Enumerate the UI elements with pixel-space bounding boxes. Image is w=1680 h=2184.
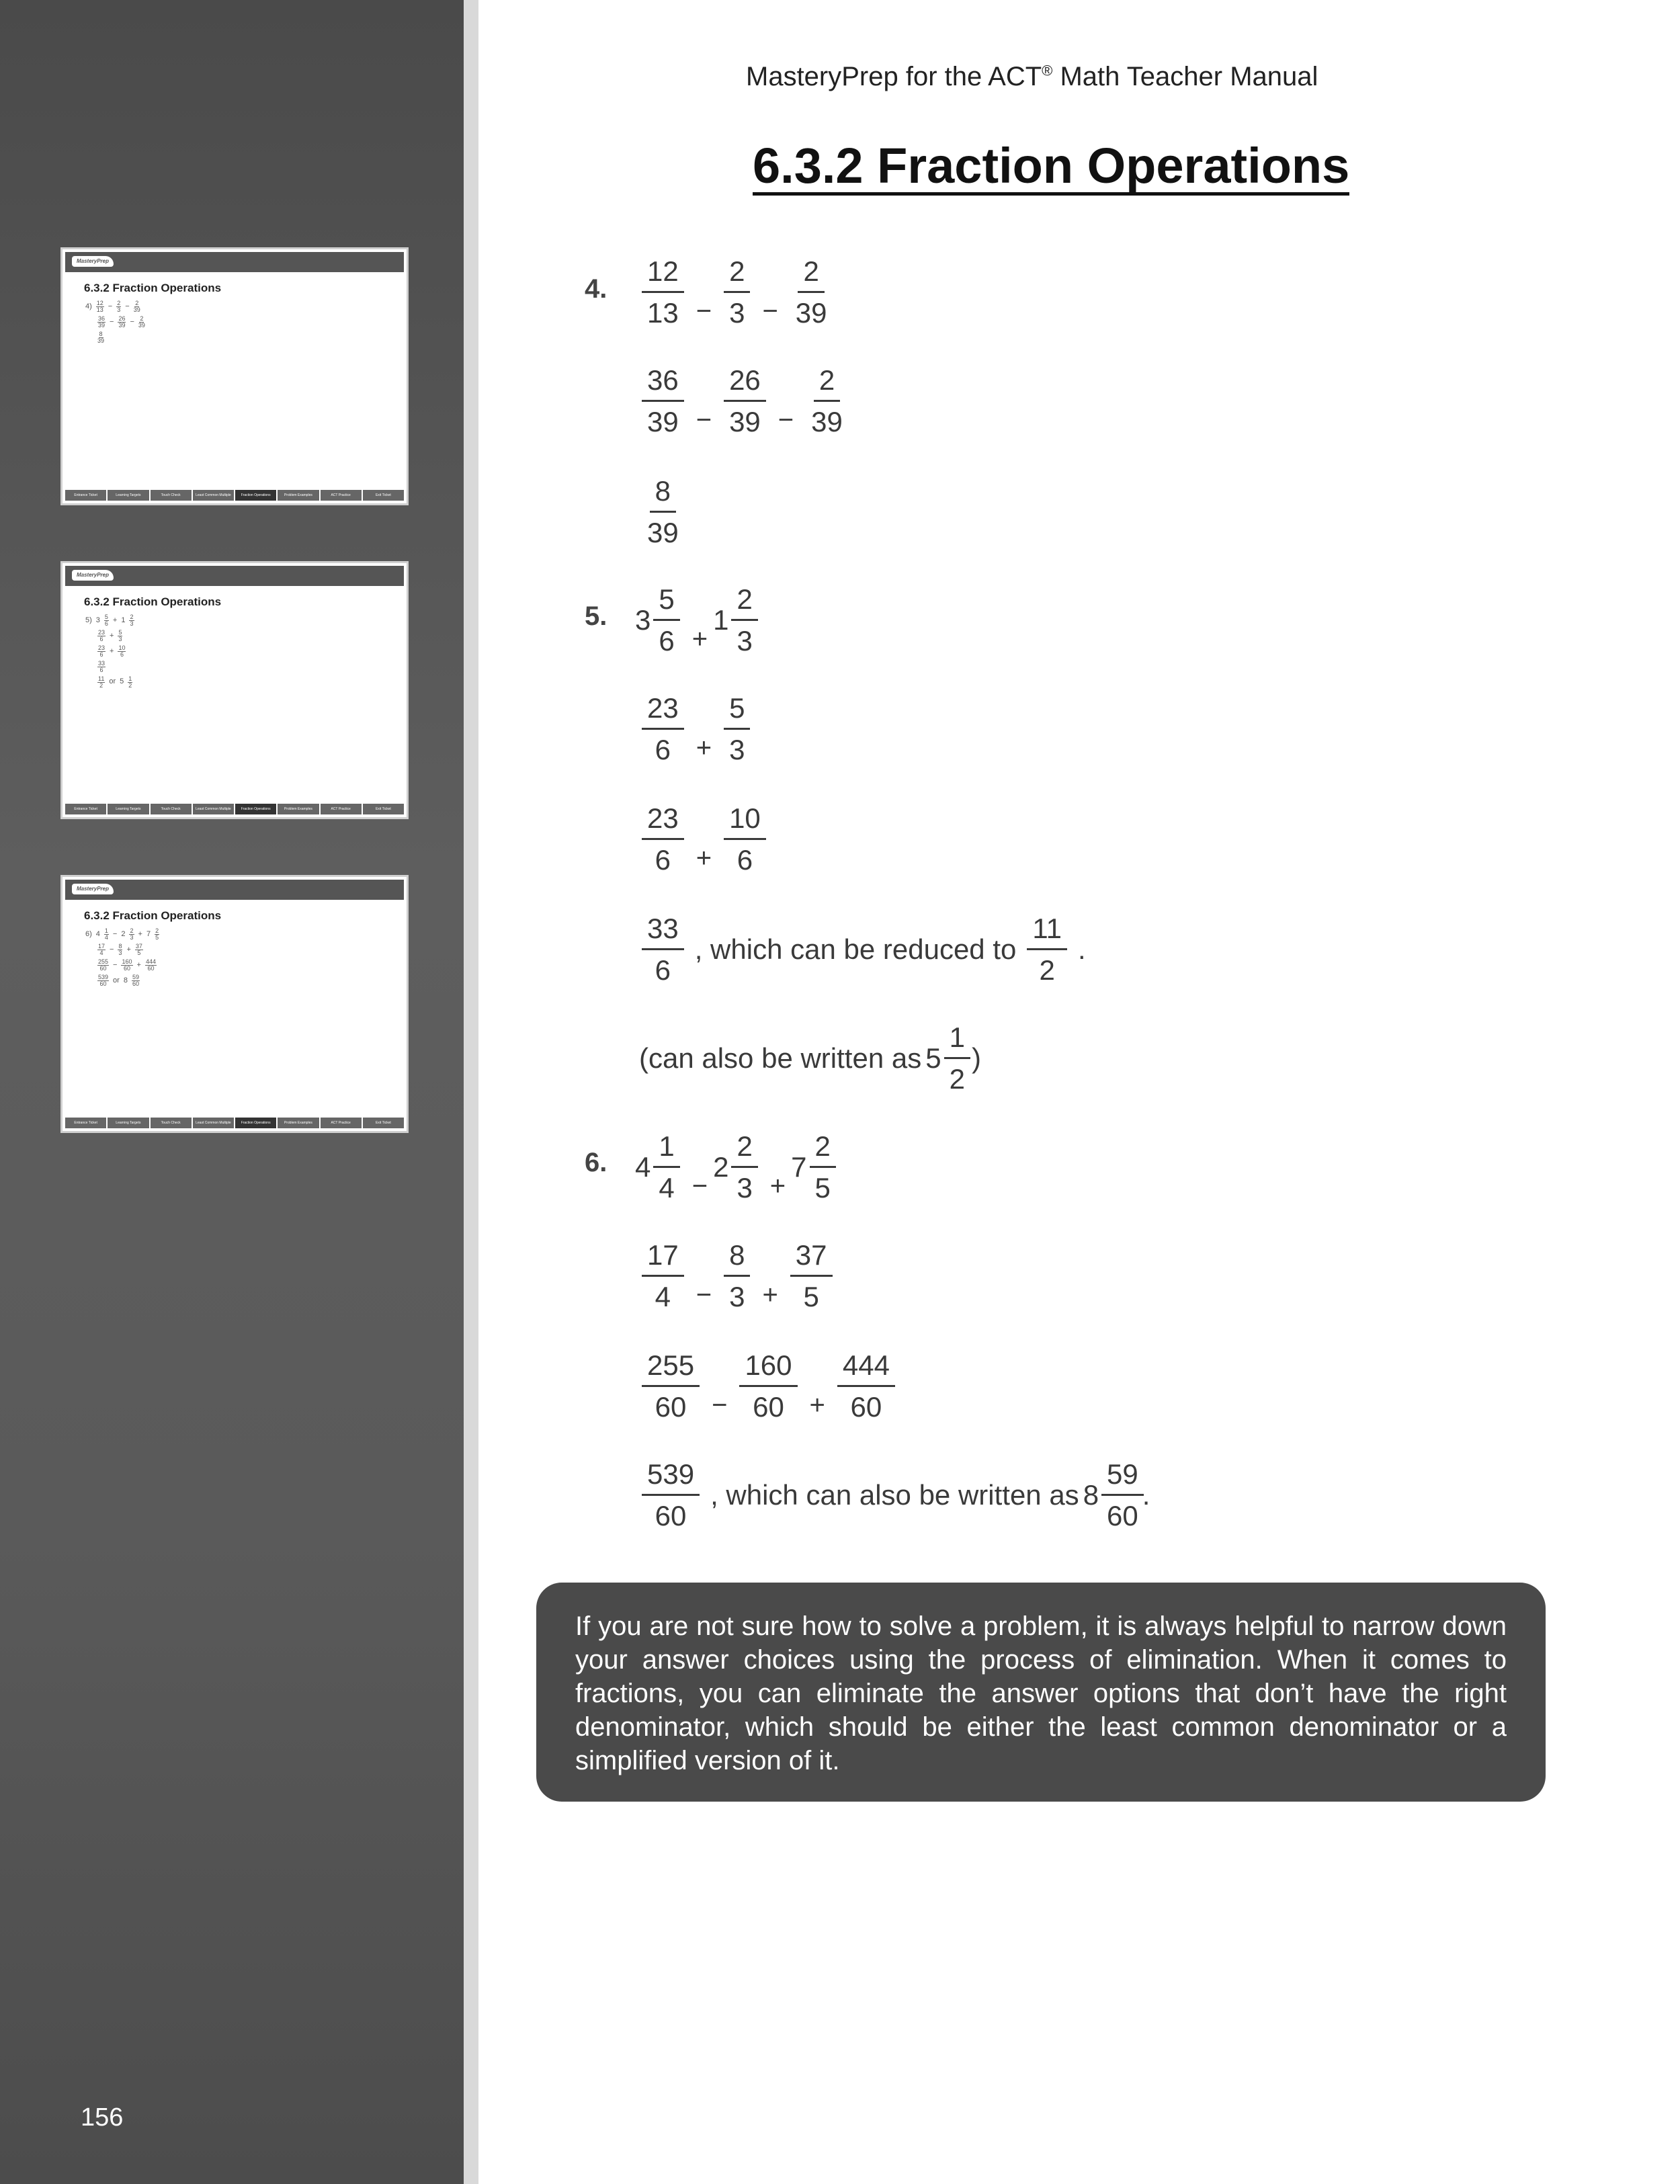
slide-thumbnail-5[interactable] [60,561,409,819]
problem-4-line-1: $\frac{12}{13}$ − $\frac{2}{3}$ − $\frac{2}{39}$ [635,254,839,331]
problem-4-line-3: $\frac{8}{39}$ [647,475,679,548]
problem-6-line-4: $\frac{539}{60}$ , which can also be written as 8 $\frac{59}{60}$ . [635,1457,1154,1534]
problem-6-line-2: $\frac{17}{4}$ − $\frac{8}{3}$ + $\frac{37}{5}$ [635,1238,839,1314]
slide-tab: Least Common Multiple [193,804,234,814]
slide-tab-active: Fraction Operations [235,804,276,814]
slide-tab: Learning Targets [108,804,149,814]
slide-tab: Problem Examples [278,1118,319,1128]
page-number: 156 [81,2103,124,2132]
problem-5-line-2: $\frac{23}{6}$ + $\frac{5}{3}$ [635,691,757,767]
slide-tab: Least Common Multiple [193,1118,234,1128]
problem-5-line-3: $\frac{23}{6}$ + $\frac{10}{6}$ [635,801,773,878]
problem-number-4: 4. [585,274,607,304]
slide-tab: Exit Ticket [363,490,404,501]
problem-6-line-3: $\frac{255}{60}$ − $\frac{160}{60}$ + $\frac{444}{60}$ [635,1348,902,1425]
slide-tab: Entrance Ticket [65,490,106,501]
slide-problem-label: 4) [85,302,92,310]
slide-footer-nav [65,804,404,814]
slide-tab: Entrance Ticket [65,1118,106,1128]
problem-5-line-5: (can also be written as 5 $\frac{1}{2}$ ) [639,1021,981,1095]
slide-tab: Exit Ticket [363,1118,404,1128]
slide-header [65,566,404,586]
slide-tab: Learning Targets [108,1118,149,1128]
slide-title: 6.3.2 Fraction Operations [84,595,222,608]
running-header: MasteryPrep for the ACT® Math Teacher Manual [746,62,1318,91]
slide-tab: Exit Ticket [363,804,404,814]
slide-tab: Problem Examples [278,490,319,501]
slide-tab: ACT Practice [321,1118,362,1128]
problem-5-line-4: $\frac{33}{6}$ , which can be reduced to $\frac{11}{2}$ . [635,911,1090,988]
slide-header [65,880,404,900]
masteryprep-logo: MasteryPrep [72,884,114,894]
slide-problem-label: 5) [85,616,92,624]
masteryprep-logo: MasteryPrep [72,256,114,267]
slide-tab: ACT Practice [321,804,362,814]
masteryprep-logo: MasteryPrep [72,570,114,581]
problem-5-line-1: 3 $\frac{5}{6}$ + 1 $\frac{2}{3}$ [635,582,765,659]
slide-tab-active: Fraction Operations [235,1118,276,1128]
page-title: 6.3.2 Fraction Operations [753,140,1349,196]
slide-tab: Learning Targets [108,490,149,501]
problem-6-line-1: 4 $\frac{1}{4}$ − 2 $\frac{2}{3}$ + 7 $\frac{2}{5}$ [635,1129,843,1206]
slide-tab: Least Common Multiple [193,490,234,501]
slide-tab: ACT Practice [321,490,362,501]
slide-title: 6.3.2 Fraction Operations [84,909,222,922]
slide-thumbnail-6[interactable] [60,875,409,1133]
tip-callout: If you are not sure how to solve a problem, it is always helpful to narrow down your answer choices using the process of elimination. When it comes to fractions, you can eliminate the answer options that don’t have the right denominator, which should be either the least common denominator or a simplified version of it. [536,1583,1546,1802]
slide-tab: Problem Examples [278,804,319,814]
problem-4-line-2: $\frac{36}{39}$ − $\frac{26}{39}$ − $\frac{2}{39}$ [635,363,855,439]
slide-tab: Touch Check [151,804,192,814]
slide-header [65,252,404,272]
slide-footer-nav [65,490,404,501]
slide-tab: Entrance Ticket [65,804,106,814]
slide-problem-label: 6) [85,929,92,938]
slide-body: 6) 4 $\frac{1}{4}$ − 2 $\frac{2}{3}$ + 7 $\frac{2}{5}$ $\frac{17}{4}$ − $\frac{8}{3}$ + $\frac{37}{5}$ $\frac{255}{60}$ − $\frac{160}{60}$ + $\frac{444}{60}$ $\frac{539}{60}$ or 8 $\frac{59}{60}$ [85,927,159,988]
slide-body: 4) $\frac{12}{13}$ − $\frac{2}{3}$ − $\frac{2}{39}$ $\frac{36}{39}$ − $\frac{26}{39}$ − $\frac{2}{39}$ $\frac{8}{39}$ [85,300,145,345]
slide-footer-nav [65,1118,404,1128]
sidebar-edge [464,0,478,2184]
slide-tab: Touch Check [151,1118,192,1128]
slide-body: 5) 3 $\frac{5}{6}$ + 1 $\frac{2}{3}$ $\frac{23}{6}$ + $\frac{5}{3}$ $\frac{23}{6}$ + $\frac{10}{6}$ $\frac{33}{6}$ $\frac{11}{2}$ or 5 $\frac{1}{2}$ [85,614,134,689]
slide-thumbnail-4[interactable] [60,247,409,505]
slide-tab-active: Fraction Operations [235,490,276,501]
problem-number-6: 6. [585,1148,607,1177]
problem-number-5: 5. [585,601,607,631]
slide-title: 6.3.2 Fraction Operations [84,282,222,294]
slide-tab: Touch Check [151,490,192,501]
